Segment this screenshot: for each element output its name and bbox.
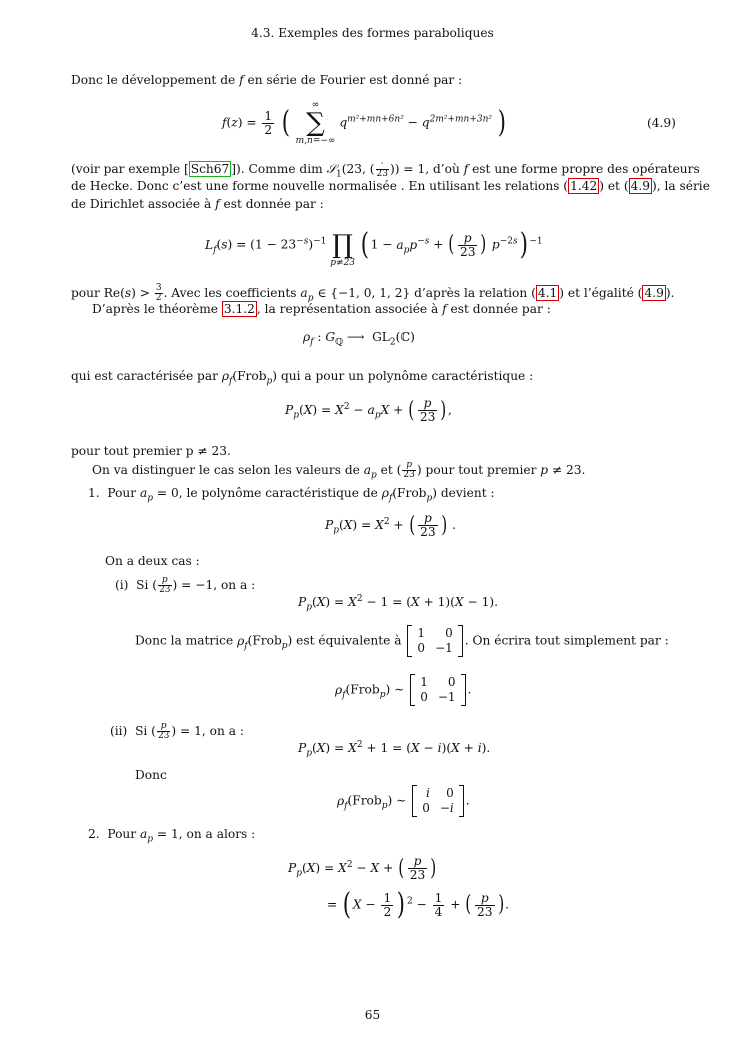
paragraph-distinguish: On va distinguer le cas selon les valeurs de $a_p$ et ( $\frac{p}{23}$ ) pour tout premier p ≠ 23. (92, 460, 586, 481)
paragraph-charpoly: qui est caractérisée par $\rho_f(Frob_p)$ qui a pour un polynôme caractéristique : (71, 369, 534, 387)
paragraph-coefficients: pour Re(s) > $\frac{3}{2}$ . Avec les coefficients $a_p$ ∈ {−1, 0, 1, 2} d’après la relation ( 4.1 ) et l’égalité ( 4.9 ). (71, 283, 675, 304)
equation-charpoly: $P_p(X) = X^2 - a_pX$ + ( $\frac{p}{23}$ ), (285, 396, 452, 424)
equation-case-ap1-line1: $P_p(X) = X^2 - X$ + ( $\frac{p}{23}$ ) (288, 854, 437, 882)
page-number: 65 (364, 1008, 381, 1022)
donc: Donc (135, 768, 167, 782)
paragraph-hecke-line2: de Hecke. Donc c’est une forme nouvelle normalisée . En utilisant les relations ( 1.42 ) et ( 4.9 ), la série (71, 179, 710, 193)
paragraph-hecke-line1: (voir par exemple [ Sch67 ]). Comme dim 𝒮$_1$(23, ( · 23 )) = 1, d’où f est une forme propre des opérateurs (71, 159, 700, 180)
paragraph-hecke-line3: de Dirichlet associée à f est donnée par : (71, 197, 324, 211)
equation-matrix-ii: $\rho_f(Frob_p)$ ∼ i 0 0 −i . (337, 786, 470, 815)
item-2: 2. Pour $a_p = 1$, on a alors : (88, 827, 256, 845)
matrix-sentence: Donc la matrice $\rho_f(Frob_p)$ est équivalente à 1 0 0 −1 . On écrira tout simplement par : (135, 626, 669, 655)
equation-case-i: $P_p(X) = X^2 - 1 = (X + 1)(X - 1)$. (298, 593, 498, 613)
equation-representation: $\rho_f$ : $G_ℚ$ ⟶ $GL_2(ℂ)$ (303, 330, 415, 348)
paragraph-all-primes: pour tout premier p ≠ 23. (71, 444, 231, 458)
case-ii: (ii) Si ( $\frac{p}{23}$ ) = 1, on a : (110, 721, 244, 741)
ref-eq-4-9b[interactable]: 4.9 (644, 286, 664, 300)
ref-theorem-3-1-2[interactable]: 3.1.2 (223, 302, 255, 316)
paragraph-theorem: D’après le théorème 3.1.2 , la représentation associée à f est donnée par : (92, 302, 551, 316)
equation-matrix-i: $\rho_f(Frob_p)$ ∼ 1 0 0 −1 . (335, 675, 472, 704)
two-cases: On a deux cas : (105, 554, 200, 568)
equation-case-ii: $P_p(X) = X^2 + 1 = (X - i)(X + i)$. (298, 739, 491, 759)
equation-case-ap0: $P_p(X) = X^2$ + ( $\frac{p}{23}$ ) . (325, 511, 456, 539)
equation-4-9: f(z) = $\frac{1}{2}$ ( ∞ ∑ m,n=−∞ $q^{m^2+mn+6n^2} - q^{2m^2+mn+3n^2}$ ) (222, 100, 506, 146)
case-i: (i) Si ( $\frac{p}{23}$ ) = −1, on a : (115, 575, 256, 595)
ref-eq-1-42[interactable]: 1.42 (570, 179, 598, 193)
equation-l-function: $L_f(s) = (1 - 23^{-s})^{-1}$ ∏ p≠23 ( $1 - a_pp^{-s}$ + ( $\frac{p}{23}$ ) $p^{-2s}$) $^{-1}$ (205, 227, 543, 268)
ref-eq-4-1[interactable]: 4.1 (537, 286, 558, 300)
equation-case-ap1-line2: = ( X − $\frac{1}{2}$ ) $^2$ − $\frac{1}{4}$ + ( $\frac{p}{23}$ ). (327, 887, 509, 922)
item-1: 1. Pour $a_p = 0$, le polynôme caractéristique de $\rho_f(Frob_p)$ devient : (88, 486, 495, 504)
running-header: 4.3. Exemples des formes paraboliques (251, 26, 494, 40)
paragraph-intro: Donc le développement de f en série de Fourier est donné par : (71, 73, 463, 87)
citation-sch67[interactable]: Sch67 (190, 162, 230, 176)
ref-eq-4-9[interactable]: 4.9 (630, 179, 650, 193)
equation-label-4-9: (4.9) (647, 116, 676, 130)
